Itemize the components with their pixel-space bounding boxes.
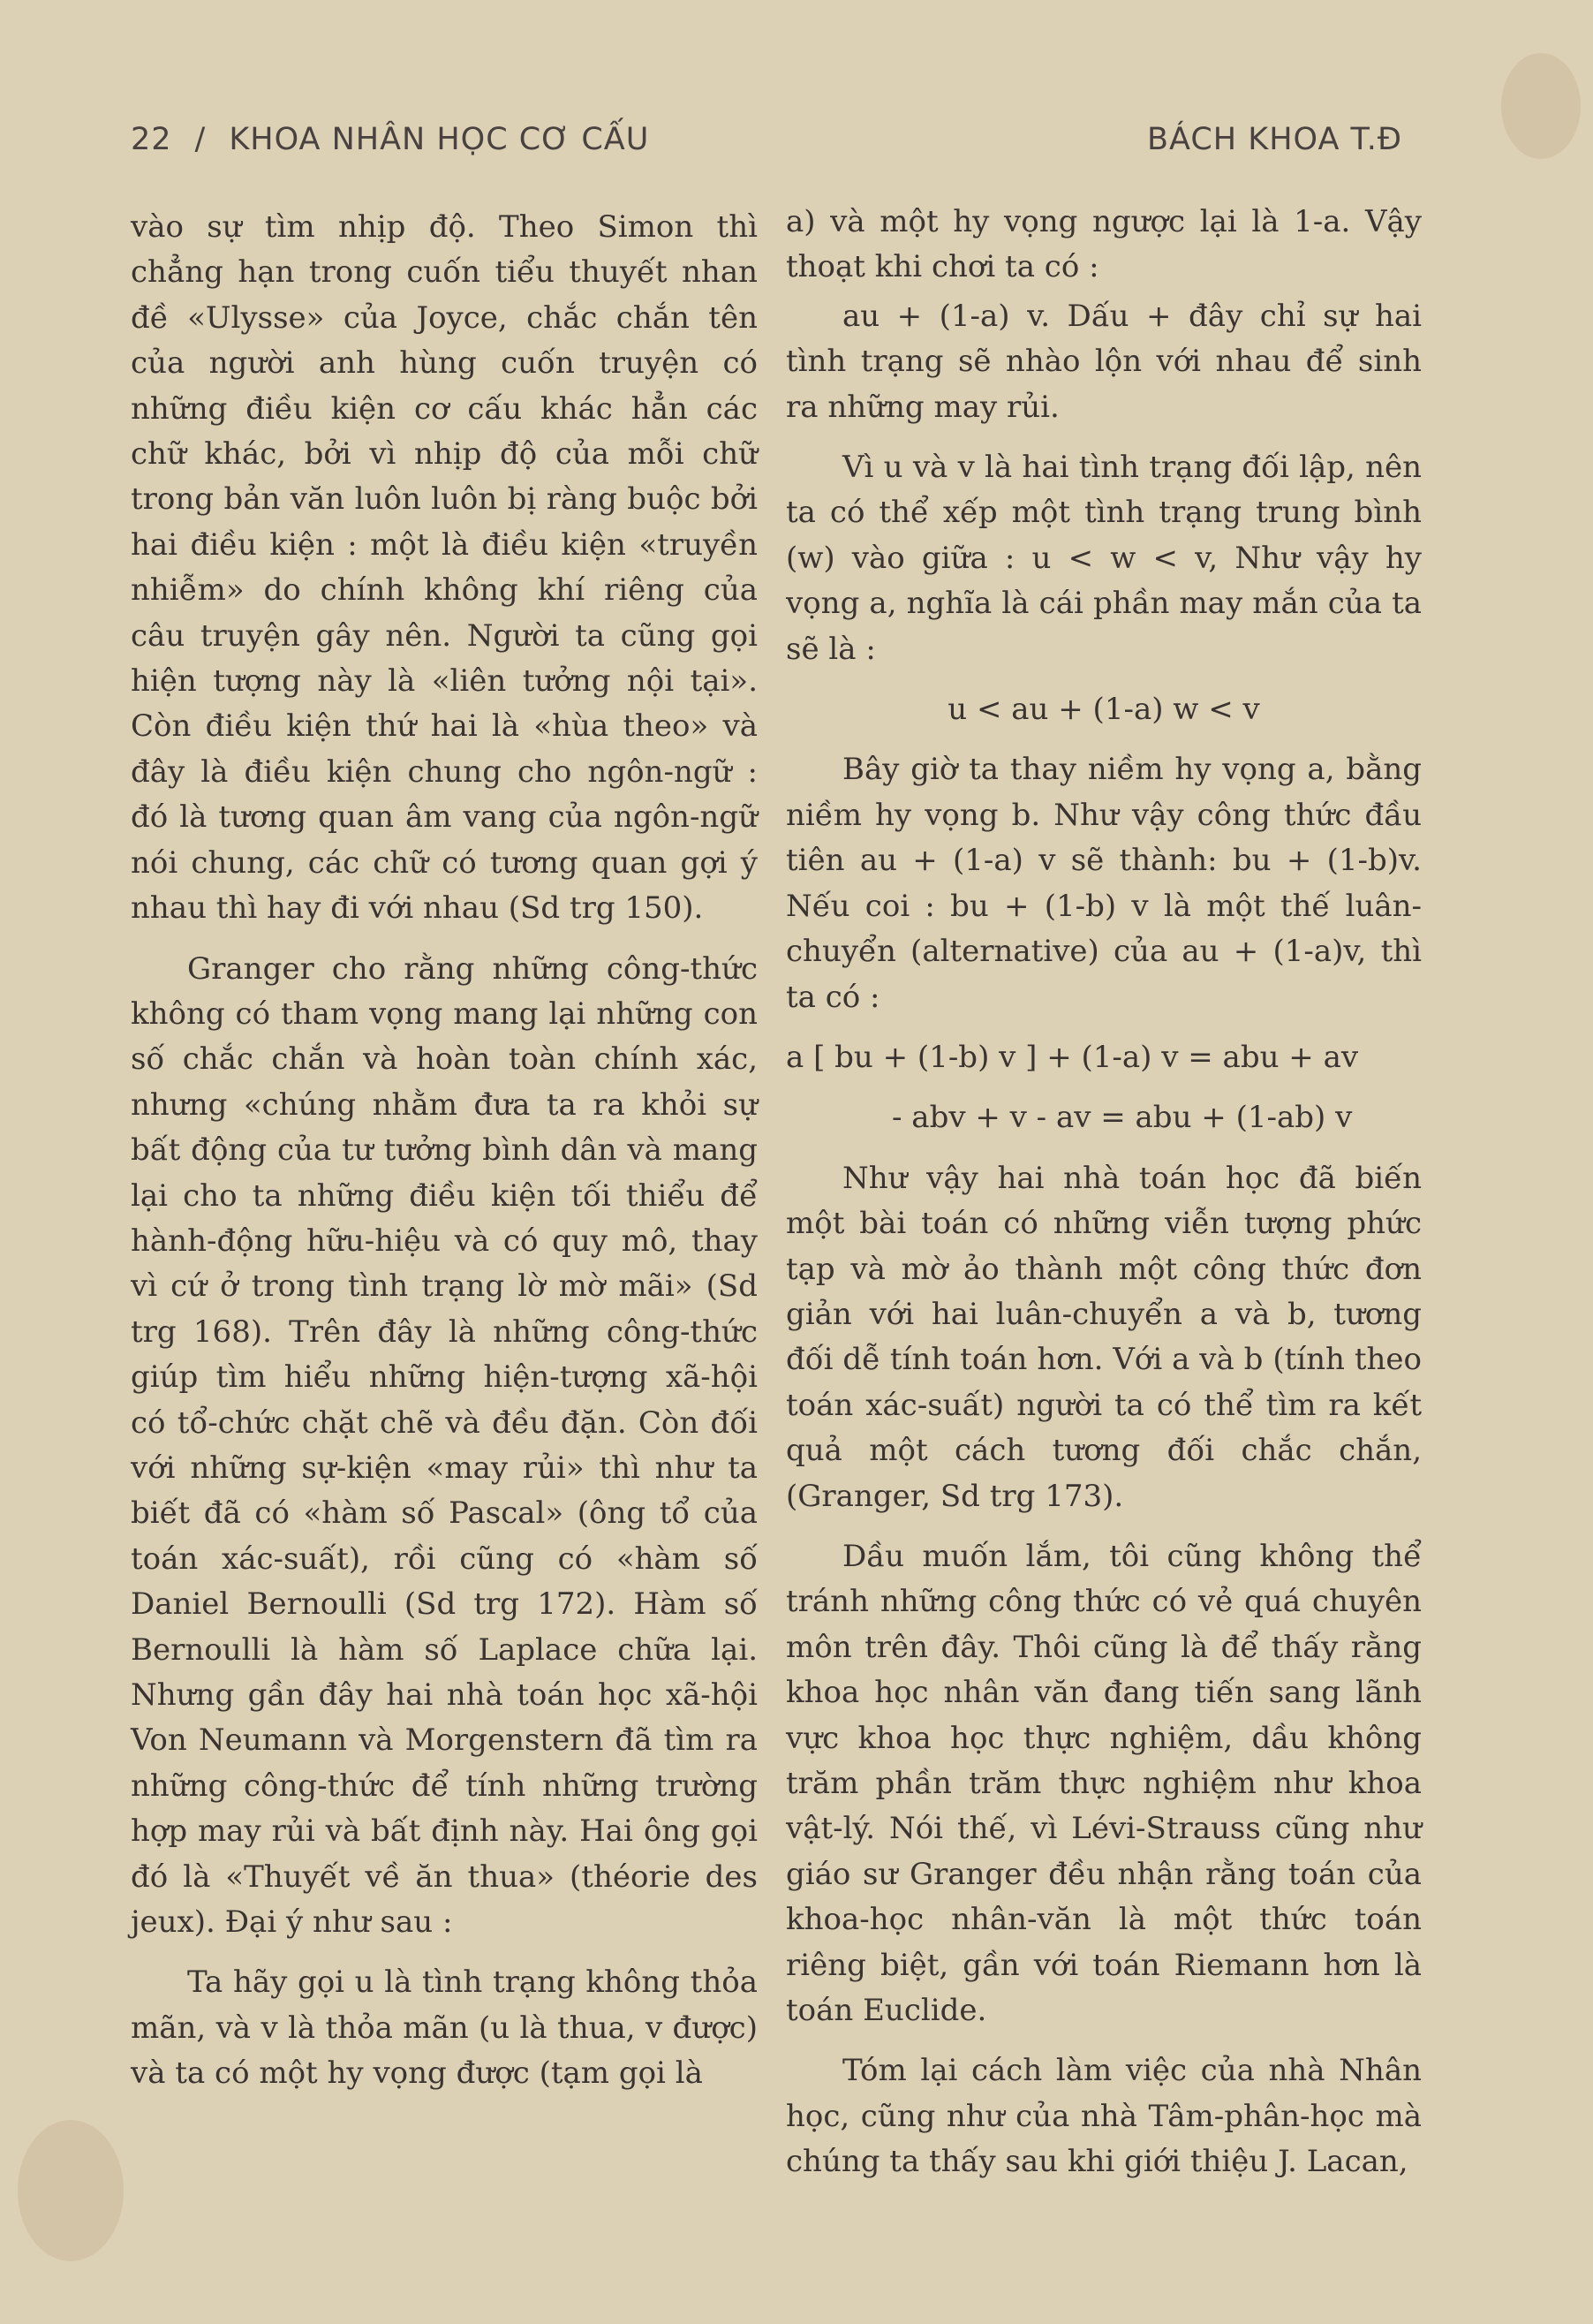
left-column <box>131 205 758 2112</box>
formula: u < au + (1-a) w < v <box>947 692 1260 728</box>
paragraph: au + (1-a) v. Dấu + đây chỉ sự hai tình trạng sẽ nhào lộn với nhau để sinh ra những may rủi. <box>786 298 1422 425</box>
right-column <box>786 200 1422 2200</box>
paragraph: vào sự tìm nhịp độ. Theo Simon thì chẳng hạn trong cuốn tiểu thuyết nhan đề «Ulysse» của Joyce, chắc chắn tên của người anh hùng cuốn truyện có những điều kiện cơ cấu khác hẳn các chữ khác, bởi vì nhịp độ của mỗi chữ trong bản văn luôn luôn bị ràng buộc bởi hai điều kiện : một là điều kiện «truyền nhiễm» do chính không khí riêng của câu truyện gây nên. Người ta cũng gọi hiện tượng này là «liên tưởng nội tại». Còn điều kiện thứ hai là «hùa theo» và đây là điều kiện chung cho ngôn-ngữ : đó là tương quan âm vang của ngôn-ngữ nói chung, các chữ có tương quan gợi ý nhau thì hay đi với nhau (Sd trg 150). <box>131 209 758 927</box>
paper-stain <box>18 2120 124 2261</box>
formula: - abv + v - av = abu + (1-ab) v <box>892 1100 1353 1136</box>
formula: a [ bu + (1-b) v ] + (1-a) v = abu + av <box>786 1039 1359 1075</box>
paragraph: Dầu muốn lắm, tôi cũng không thể tránh những công thức có vẻ quá chuyên môn trên đây. Thôi cũng là để thấy rằng khoa học nhân văn đang tiến sang lãnh vực khoa học thực nghiệm, dầu không trăm phần trăm thực nghiệm như khoa vật-lý. Nói thế, vì Lévi-Strauss cũng như giáo sư Granger đều nhận rằng toán của khoa-học nhân-văn là một thức toán riêng biệt, gần với toán Riemann hơn là toán Euclide. <box>786 1538 1422 2029</box>
page-number: 22 <box>131 122 172 157</box>
header-separator: / <box>194 122 207 157</box>
paragraph: Như vậy hai nhà toán học đã biến một bài toán có những viễn tượng phức tạp và mờ ảo thành một công thức đơn giản với hai luân-chuyển a và b, tương đối dễ tính toán hơn. Với a và b (tính theo toán xác-suất) người ta có thể tìm ra kết quả một cách tương đối chắc chắn, (Granger, Sd trg 173). <box>786 1160 1422 1514</box>
page-header <box>131 122 1402 175</box>
paragraph: Vì u và v là hai tình trạng đối lập, nên ta có thể xếp một tình trạng trung bình (w) vào giữa : u < w < v, Như vậy hy vọng a, nghĩa là cái phần may mắn của ta sẽ là : <box>786 450 1422 667</box>
paragraph: Tóm lại cách làm việc của nhà Nhân học, cũng như của nhà Tâm-phân-học mà chúng ta thấy sau khi giới thiệu J. Lacan, <box>786 2053 1422 2180</box>
publication-name: BÁCH KHOA T.Đ <box>1147 122 1402 157</box>
paragraph: a) và một hy vọng ngược lại là 1-a. Vậy thoạt khi chơi ta có : <box>786 204 1422 285</box>
paragraph: Ta hãy gọi u là tình trạng không thỏa mãn, và v là thỏa mãn (u là thua, v được) và ta có một hy vọng được (tạm gọi là <box>131 1964 758 2092</box>
paragraph: Bây giờ ta thay niềm hy vọng a, bằng niềm hy vọng b. Như vậy công thức đầu tiên au + (1-a) v sẽ thành: bu + (1-b)v. Nếu coi : bu + (1-b) v là một thế luân-chuyển (alternative) của au + (1-a)v, thì ta có : <box>786 752 1422 1015</box>
paper-stain <box>1501 53 1581 159</box>
paragraph: Granger cho rằng những công-thức không có tham vọng mang lại những con số chắc chắn và hoàn toàn chính xác, nhưng «chúng nhằm đưa ta ra khỏi sự bất động của tư tưởng bình dân và mang lại cho ta những điều kiện tối thiểu để hành-động hữu-hiệu và có quy mô, thay vì cứ ở trong tình trạng lờ mờ mãi» (Sd trg 168). Trên đây là những công-thức giúp tìm hiểu những hiện-tượng xã-hội có tổ-chức chặt chẽ và đều đặn. Còn đối với những sự-kiện «may rủi» thì như ta biết đã có «hàm số Pascal» (ông tổ của toán xác-suất), rồi cũng có «hàm số Daniel Bernoulli (Sd trg 172). Hàm số Bernoulli là hàm số Laplace chữa lại. Nhưng gần đây hai nhà toán học xã-hội Von Neumann và Morgenstern đã tìm ra những công-thức để tính những trường hợp may rủi và bất định này. Hai ông gọi đó là «Thuyết về ăn thua» (théorie des jeux). Đại ý như sau : <box>131 950 758 1941</box>
header-left <box>131 122 649 157</box>
section-title: KHOA NHÂN HỌC CƠ CẤU <box>229 122 650 157</box>
